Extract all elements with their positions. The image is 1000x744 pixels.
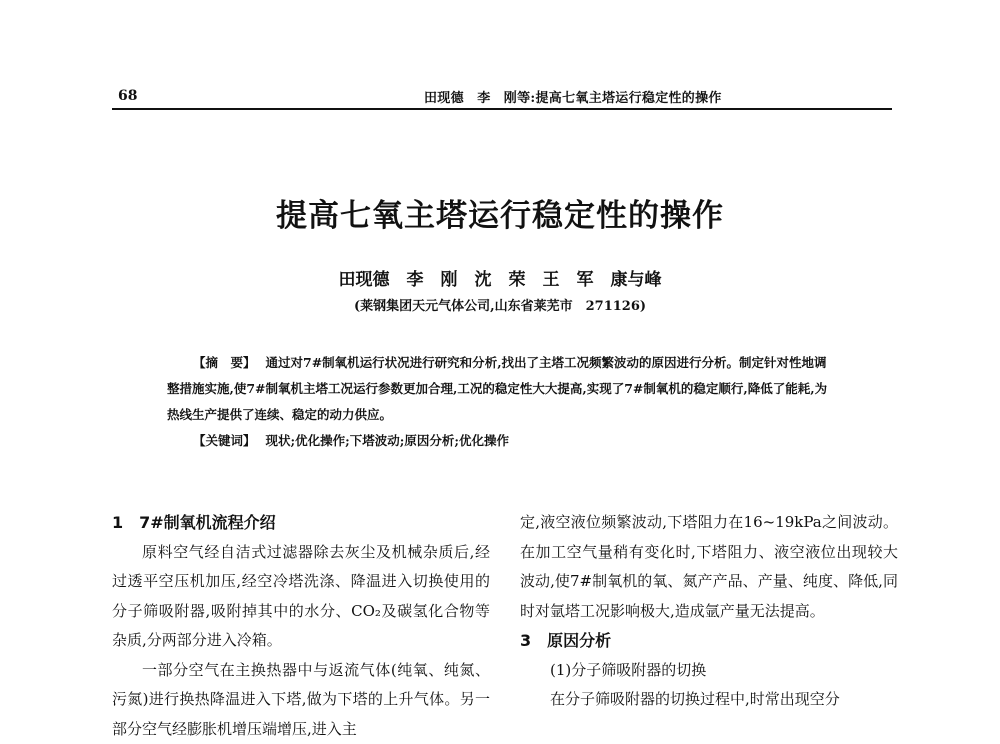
- running-header: [112, 86, 892, 110]
- body-paragraph: 定,液空液位频繁波动,下塔阻力在16~19kPa之间波动。在加工空气量稍有变化时,下塔阻力、液空液位出现较大波动,使7#制氧机的氧、氮产产品、产量、纯度、降低,同时对氩塔工况影响极大,造成氩产量无法提高。: [520, 508, 898, 626]
- body-column-right: [520, 508, 898, 715]
- section-1-heading: 1 7#制氧机流程介绍: [112, 508, 490, 538]
- keywords-label: 【关键词】: [193, 433, 256, 448]
- author-list: 田现德 李 刚 沈 荣 王 军 康与峰: [0, 265, 1000, 290]
- abstract-label: 【摘 要】: [193, 355, 256, 370]
- abstract-paragraph: [167, 350, 837, 428]
- body-paragraph: 原料空气经自洁式过滤器除去灰尘及机械杂质后,经过透平空压机加压,经空冷塔洗涤、降温进入切换使用的分子筛吸附器,吸附掉其中的水分、CO₂及碳氢化合物等杂质,分两部分进入冷箱。: [112, 538, 490, 656]
- keywords-paragraph: [167, 428, 837, 454]
- body-paragraph: 一部分空气在主换热器中与返流气体(纯氧、纯氮、污氮)进行换热降温进入下塔,做为下塔的上升气体。另一部分空气经膨胀机增压端增压,进入主: [112, 656, 490, 744]
- abstract-block: [167, 350, 837, 454]
- section-3-heading: 3 原因分析: [520, 626, 898, 656]
- body-paragraph: 在分子筛吸附器的切换过程中,时常出现空分: [520, 685, 898, 715]
- body-column-left: [112, 508, 490, 744]
- abstract-text: 通过对7#制氧机运行状况进行研究和分析,找出了主塔工况频繁波动的原因进行分析。制定针对性地调整措施实施,使7#制氧机主塔工况运行参数更加合理,工况的稳定性大大提高,实现了7#制氧机的稳定顺行,降低了能耗,为热线生产提供了连续、稳定的动力供应。: [167, 355, 827, 422]
- affiliation: (莱钢集团天元气体公司,山东省莱芜市 271126): [0, 295, 1000, 314]
- article-title: 提高七氧主塔运行稳定性的操作: [0, 190, 1000, 235]
- page-number: 68: [118, 88, 137, 104]
- running-title: 田现德 李 刚等:提高七氧主塔运行稳定性的操作: [424, 87, 722, 106]
- subsection-heading: (1)分子筛吸附器的切换: [520, 656, 898, 686]
- keywords-text: 现状;优化操作;下塔波动;原因分析;优化操作: [266, 433, 509, 448]
